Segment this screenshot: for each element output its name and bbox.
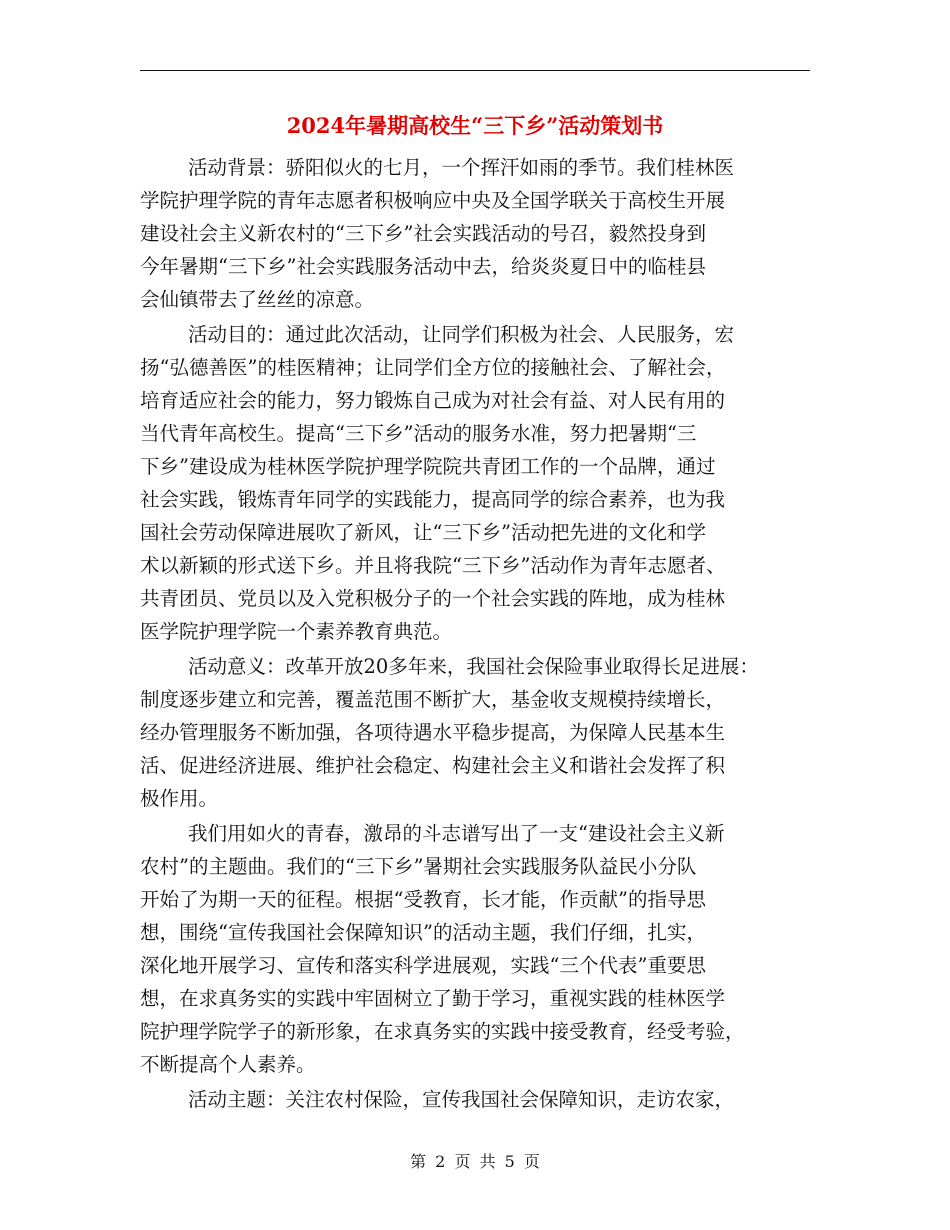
paragraph-line: 我们用如火的青春，激昂的斗志谱写出了一支“建设社会主义新 — [188, 822, 725, 845]
paragraph-line: 经办管理服务不断加强，各项待遇水平稳步提高，为保障人民基本生 — [140, 721, 726, 744]
paragraph-line: 不断提高个人素养。 — [140, 1053, 316, 1076]
paragraph-line: 活动目的：通过此次活动，让同学们积极为社会、人民服务，宏 — [188, 323, 735, 346]
paragraph-line: 国社会劳动保障进展吹了新风，让“三下乡”活动把先进的文化和学 — [140, 521, 706, 544]
paragraph-line: 制度逐步建立和完善，覆盖范围不断扩大，基金收支规模持续增长， — [140, 688, 726, 711]
paragraph-line: 培育适应社会的能力，努力锻炼自己成为对社会有益、对人民有用的 — [140, 389, 726, 412]
paragraph-line: 活、促进经济进展、维护社会稳定、构建社会主义和谐社会发挥了积 — [140, 754, 726, 777]
paragraph-line: 活动主题：关注农村保险，宣传我国社会保障知识，走访农家， — [188, 1088, 735, 1111]
paragraph-line: 极作用。 — [140, 787, 219, 810]
document-title: 2024年暑期高校生“三下乡”活动策划书 — [286, 113, 664, 138]
page-number: 第 2 页 共 5 页 — [410, 1152, 540, 1171]
paragraph-line: 术以新颖的形式送下乡。并且将我院“三下乡”活动作为青年志愿者、 — [140, 554, 726, 577]
paragraph-line: 想，在求真务实的实践中牢固树立了勤于学习，重视实践的桂林医学 — [140, 987, 726, 1010]
paragraph-line: 想，围绕“宣传我国社会保障知识”的活动主题，我们仔细，扎实， — [140, 921, 706, 944]
paragraph-line: 活动背景：骄阳似火的七月，一个挥汗如雨的季节。我们桂林医 — [188, 156, 735, 179]
paragraph-line: 建设社会主义新农村的“三下乡”社会实践活动的号召，毅然投身到 — [140, 222, 706, 245]
paragraph-line: 社会实践，锻炼青年同学的实践能力，提高同学的综合素养，也为我 — [140, 488, 726, 511]
paragraph-line: 农村”的主题曲。我们的“三下乡”暑期社会实践服务队益民小分队 — [140, 855, 697, 878]
paragraph-line: 活动意义：改革开放20多年来，我国社会保险事业取得长足进展： — [188, 655, 759, 678]
paragraph-line: 医学院护理学院一个素养教育典范。 — [140, 620, 453, 643]
paragraph-line: 深化地开展学习、宣传和落实科学进展观，实践“三个代表”重要思 — [140, 954, 706, 977]
paragraph-line: 共青团员、党员以及入党积极分子的一个社会实践的阵地，成为桂林 — [140, 587, 726, 610]
paragraph-line: 扬“弘德善医”的桂医精神；让同学们全方位的接触社会、了解社会， — [140, 356, 726, 379]
paragraph-line: 学院护理学院的青年志愿者积极响应中央及全国学联关于高校生开展 — [140, 189, 726, 212]
paragraph-line: 开始了为期一天的征程。根据“受教育，长才能，作贡献”的指导思 — [140, 888, 706, 911]
paragraph-line: 今年暑期“三下乡”社会实践服务活动中去，给炎炎夏日中的临桂县 — [140, 255, 706, 278]
paragraph-line: 会仙镇带去了丝丝的凉意。 — [140, 288, 375, 311]
paragraph-line: 当代青年高校生。提高“三下乡”活动的服务水准，努力把暑期“三 — [140, 422, 697, 445]
paragraph-line: 院护理学院学子的新形象，在求真务实的实践中接受教育，经受考验， — [140, 1020, 745, 1043]
header-rule — [140, 70, 810, 71]
paragraph-line: 下乡”建设成为桂林医学院护理学院院共青团工作的一个品牌，通过 — [140, 455, 716, 478]
